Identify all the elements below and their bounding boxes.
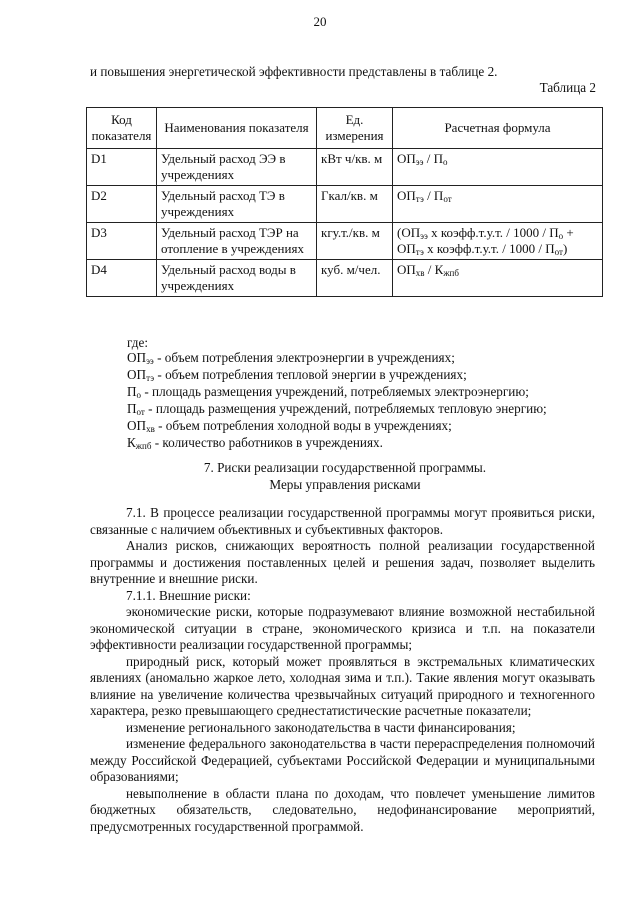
paragraph: экономические риски, которые подразумевают влияние возможной нестабильной экономической ситуации в стране, экономического кризиса и т.п. на показатели эффективности реализации государственной программы;	[90, 604, 595, 652]
definition-term: $ОП_{ээ}$	[127, 350, 154, 366]
definition-item	[127, 384, 597, 401]
header-formula: Расчетная формула	[393, 108, 603, 149]
definition-term: $ОП_{хв}$	[127, 418, 155, 434]
row-formula: $ОП_{ээ} / П_о$	[393, 149, 603, 186]
row-code: D2	[87, 186, 157, 223]
definition-text: - объем потребления электроэнергии в учреждениях;	[153, 350, 455, 365]
table-row	[87, 260, 603, 297]
table-row	[87, 149, 603, 186]
row-unit: Гкал/кв. м	[317, 186, 393, 223]
row-unit: куб. м/чел.	[317, 260, 393, 297]
definition-term: $П_{от}$	[127, 401, 145, 417]
definition-term: $ОП_{тэ}$	[127, 367, 155, 383]
section-title-line1: 7. Риски реализации государственной программы.	[203, 460, 487, 475]
row-code: D4	[87, 260, 157, 297]
paragraph: невыполнение в области плана по доходам, что повлечет уменьшение лимитов бюджетных обязательств, следовательно, недофинансирование мероприятий, предусмотренных государственной программой.	[90, 785, 595, 834]
table-row	[87, 186, 603, 223]
paragraph: 7.1.1. Внешние риски:	[126, 587, 251, 603]
row-formula: $ОП_{хв} / К_{жпб}$	[393, 260, 603, 297]
definition-item	[127, 418, 597, 435]
definition-item	[127, 401, 597, 418]
paragraph: изменение федерального законодательства в части перераспределения полномочий между Российской Федерацией, субъектами Российской Федерации и муниципальными образованиями;	[90, 736, 595, 784]
table-row	[87, 223, 603, 260]
table-header-row	[87, 108, 603, 149]
paragraph: Анализ рисков, снижающих вероятность полной реализации государственной программы и достижения поставленных целей и решения задач, позволяет выделить внутренние и внешние риски.	[90, 538, 595, 586]
definition-text: - объем потребления холодной воды в учреждениях;	[154, 418, 452, 433]
section-title	[90, 460, 600, 493]
definition-term: $П_о$	[127, 384, 142, 400]
where-label: где:	[127, 335, 148, 350]
page-number: 20	[313, 14, 327, 29]
definition-text: - объем потребления тепловой энергии в учреждениях;	[154, 367, 467, 382]
definition-text: - площадь размещения учреждений, потребляемых электроэнергию;	[141, 384, 529, 399]
body-text	[90, 505, 595, 835]
header-code: Код показателя	[87, 108, 157, 149]
row-name: Удельный расход ЭЭ в учреждениях	[157, 149, 317, 186]
intro-line: и повышения энергетической эффективности представлены в таблице 2.	[90, 64, 498, 79]
header-name: Наименования показателя	[157, 108, 317, 149]
row-code: D3	[87, 223, 157, 260]
indicators-table	[86, 107, 603, 297]
header-unit: Ед. измерения	[317, 108, 393, 149]
definition-term: $К_{жпб}$	[127, 435, 152, 451]
row-unit: кВт ч/кв. м	[317, 149, 393, 186]
paragraph: 7.1. В процессе реализации государственной программы могут проявиться риски, связанные с наличием объективных и субъективных факторов.	[90, 505, 595, 537]
definition-item	[127, 435, 597, 452]
row-formula: ($ОП_{ээ}$ х коэфф.т.у.т. / $1000 / П_о + ОП_{тэ}$ х коэфф.т.у.т. / $1000 / П_{от}$)	[393, 223, 603, 260]
row-code: D1	[87, 149, 157, 186]
row-name: Удельный расход ТЭ в учреждениях	[157, 186, 317, 223]
definition-text: - количество работников в учреждениях.	[151, 435, 383, 450]
row-name: Удельный расход воды в учреждениях	[157, 260, 317, 297]
definition-item	[127, 350, 597, 367]
table-caption: Таблица 2	[539, 80, 596, 95]
row-name: Удельный расход ТЭР на отопление в учреждениях	[157, 223, 317, 260]
row-formula: $ОП_{тэ} / П_{от}$	[393, 186, 603, 223]
paragraph: природный риск, который может проявляться в экстремальных климатических явлениях (аномально жаркое лето, холодная зима и т.п.). Такие явления могут оказывать влияние на увеличение количества чрезвычайных ситуаций природного и техногенного характера, резко превышающего среднестатистические расчетные показатели;	[90, 653, 595, 718]
section-title-line2: Меры управления рисками	[269, 476, 421, 492]
paragraph: изменение регионального законодательства в части финансирования;	[126, 719, 516, 735]
definition-item	[127, 367, 597, 384]
row-unit: кгу.т./кв. м	[317, 223, 393, 260]
definitions-list	[127, 350, 597, 452]
definition-text: - площадь размещения учреждений, потребляемых тепловую энергию;	[144, 401, 547, 416]
